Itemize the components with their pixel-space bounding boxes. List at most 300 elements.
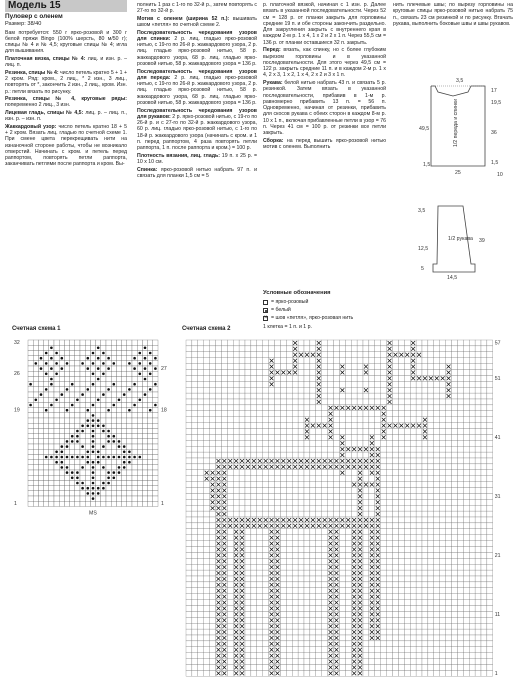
chart2-cell bbox=[298, 364, 304, 370]
chart2-cell bbox=[221, 399, 227, 405]
chart2-cell bbox=[328, 440, 334, 446]
chart2-cell bbox=[481, 511, 487, 517]
chart1-cell bbox=[127, 439, 132, 444]
chart1-cell bbox=[38, 402, 43, 407]
chart2-cell bbox=[422, 611, 428, 617]
chart1-cell bbox=[33, 423, 38, 428]
chart2-cell bbox=[457, 464, 463, 470]
chart2-cell bbox=[204, 558, 210, 564]
chart2-cell bbox=[487, 446, 493, 452]
chart2-cell bbox=[316, 434, 322, 440]
chart1-dot bbox=[154, 404, 157, 407]
chart2-cell bbox=[440, 476, 446, 482]
chart2-cell bbox=[481, 340, 487, 346]
chart2-cell bbox=[369, 370, 375, 376]
chart2-cell bbox=[481, 606, 487, 612]
chart2-cell bbox=[469, 600, 475, 606]
chart2-cell bbox=[245, 499, 251, 505]
chart1-dot bbox=[45, 373, 48, 376]
chart2-cell bbox=[192, 358, 198, 364]
chart2-cell bbox=[328, 452, 334, 458]
chart2-cell bbox=[440, 594, 446, 600]
chart2-cell bbox=[345, 629, 351, 635]
chart1-dot bbox=[87, 456, 90, 459]
chart1-cell bbox=[106, 496, 111, 501]
chart1-cell bbox=[116, 480, 121, 485]
chart2-cell bbox=[446, 582, 452, 588]
chart2-cell bbox=[452, 570, 458, 576]
chart2-cell bbox=[469, 464, 475, 470]
chart2-cell bbox=[428, 405, 434, 411]
chart1-row-number: 26 bbox=[14, 371, 20, 378]
chart1-cell bbox=[148, 434, 153, 439]
chart2-cell bbox=[363, 552, 369, 558]
chart2-cell bbox=[434, 358, 440, 364]
chart2-cell bbox=[263, 346, 269, 352]
chart2-cell bbox=[363, 505, 369, 511]
chart1-cell bbox=[127, 402, 132, 407]
chart2-cell bbox=[269, 488, 275, 494]
chart1-cell bbox=[153, 397, 158, 402]
chart2-cell bbox=[286, 352, 292, 358]
chart2-cell bbox=[422, 493, 428, 499]
chart2-cell bbox=[463, 452, 469, 458]
chart1-title: Счетная схема 1 bbox=[12, 326, 61, 332]
chart1-cell bbox=[75, 382, 80, 387]
chart2-cell bbox=[233, 499, 239, 505]
chart2-cell bbox=[233, 405, 239, 411]
chart2-cell bbox=[210, 464, 216, 470]
chart2-cell bbox=[204, 358, 210, 364]
chart2-cell bbox=[245, 623, 251, 629]
chart2-cell bbox=[446, 517, 452, 523]
chart2-cell bbox=[434, 440, 440, 446]
chart2-cell bbox=[310, 493, 316, 499]
chart1-cell bbox=[153, 475, 158, 480]
dim-17: 17 bbox=[491, 88, 497, 94]
chart2-cell bbox=[316, 576, 322, 582]
chart2-cell bbox=[210, 611, 216, 617]
chart1-dot bbox=[97, 399, 100, 402]
chart1-cell bbox=[132, 486, 137, 491]
chart2-cell bbox=[251, 611, 257, 617]
chart2-cell bbox=[210, 399, 216, 405]
chart2-cell bbox=[339, 635, 345, 641]
chart2-cell bbox=[192, 623, 198, 629]
chart1-cell bbox=[33, 387, 38, 392]
chart2-cell bbox=[345, 606, 351, 612]
chart2-cell bbox=[263, 505, 269, 511]
chart1-cell bbox=[127, 423, 132, 428]
chart1-cell bbox=[44, 470, 49, 475]
chart1-dot bbox=[76, 456, 79, 459]
chart1-cell bbox=[59, 361, 64, 366]
chart2-cell bbox=[410, 606, 416, 612]
chart1-cell bbox=[38, 475, 43, 480]
chart1-cell bbox=[116, 402, 121, 407]
chart2-cell bbox=[263, 653, 269, 659]
chart2-cell bbox=[292, 381, 298, 387]
chart2-cell bbox=[387, 600, 393, 606]
chart2-cell bbox=[292, 611, 298, 617]
chart2-cell bbox=[198, 452, 204, 458]
chart1-cell bbox=[38, 470, 43, 475]
chart2-cell bbox=[310, 511, 316, 517]
chart1-dot bbox=[50, 347, 53, 350]
chart2-cell bbox=[263, 375, 269, 381]
chart2-cell bbox=[422, 358, 428, 364]
chart2-cell bbox=[375, 340, 381, 346]
chart2-cell bbox=[463, 606, 469, 612]
chart2-cell bbox=[186, 464, 192, 470]
chart2-cell bbox=[227, 411, 233, 417]
chart2-cell bbox=[398, 535, 404, 541]
chart2-cell bbox=[275, 476, 281, 482]
chart2-cell bbox=[440, 647, 446, 653]
chart1-dot bbox=[35, 362, 38, 365]
chart1-cell bbox=[33, 454, 38, 459]
chart1-cell bbox=[111, 387, 116, 392]
chart2-cell bbox=[204, 499, 210, 505]
chart2-cell bbox=[457, 417, 463, 423]
chart2-cell bbox=[275, 482, 281, 488]
chart2-cell bbox=[393, 588, 399, 594]
chart1-cell bbox=[28, 434, 33, 439]
chart2-cell bbox=[251, 588, 257, 594]
chart2-cell bbox=[457, 629, 463, 635]
chart2-cell bbox=[298, 375, 304, 381]
chart2-cell bbox=[221, 370, 227, 376]
chart2-cell bbox=[428, 653, 434, 659]
chart2-cell bbox=[469, 470, 475, 476]
chart2-cell bbox=[192, 606, 198, 612]
chart2-cell bbox=[280, 641, 286, 647]
chart1-cell bbox=[59, 428, 64, 433]
chart2-cell bbox=[280, 499, 286, 505]
chart1-cell bbox=[111, 413, 116, 418]
chart1-cell bbox=[75, 465, 80, 470]
chart1-cell bbox=[142, 454, 147, 459]
chart2-cell bbox=[286, 611, 292, 617]
chart2-cell bbox=[263, 429, 269, 435]
chart2-cell bbox=[440, 493, 446, 499]
chart2-cell bbox=[239, 476, 245, 482]
chart2-cell bbox=[457, 653, 463, 659]
chart1-cell bbox=[127, 480, 132, 485]
chart2-cell bbox=[251, 535, 257, 541]
chart2-cell bbox=[469, 405, 475, 411]
chart2-cell bbox=[322, 659, 328, 665]
chart2-cell bbox=[198, 659, 204, 665]
chart1-cell bbox=[44, 480, 49, 485]
chart2-cell bbox=[440, 423, 446, 429]
chart2-cell bbox=[204, 423, 210, 429]
chart2-cell bbox=[304, 488, 310, 494]
chart2-cell bbox=[204, 340, 210, 346]
chart2-cell bbox=[440, 653, 446, 659]
chart2-cell bbox=[404, 434, 410, 440]
chart2-cell bbox=[428, 387, 434, 393]
chart1-cell bbox=[122, 350, 127, 355]
chart2-cell bbox=[446, 617, 452, 623]
chart2-cell bbox=[286, 499, 292, 505]
chart1-cell bbox=[59, 376, 64, 381]
chart2-cell bbox=[416, 417, 422, 423]
chart2-cell bbox=[292, 659, 298, 665]
chart1-dot bbox=[128, 461, 131, 464]
chart1-cell bbox=[75, 460, 80, 465]
chart2-cell bbox=[227, 393, 233, 399]
chart2-cell bbox=[304, 606, 310, 612]
chart1-dot bbox=[87, 388, 90, 391]
chart1-cell bbox=[142, 387, 147, 392]
chart2-cell bbox=[393, 517, 399, 523]
chart1-dot bbox=[45, 388, 48, 391]
chart2-cell bbox=[280, 647, 286, 653]
chart2-cell bbox=[393, 600, 399, 606]
chart2-cell bbox=[404, 470, 410, 476]
chart2-cell bbox=[457, 499, 463, 505]
chart2-cell bbox=[304, 547, 310, 553]
chart2-cell bbox=[310, 358, 316, 364]
chart1-cell bbox=[49, 408, 54, 413]
chart2-cell bbox=[446, 405, 452, 411]
chart2-cell bbox=[469, 635, 475, 641]
chart2-cell bbox=[204, 570, 210, 576]
chart2-cell bbox=[428, 434, 434, 440]
chart2-cell bbox=[304, 470, 310, 476]
chart2-cell bbox=[457, 476, 463, 482]
chart2-cell bbox=[481, 523, 487, 529]
chart1-cell bbox=[111, 428, 116, 433]
chart1-cell bbox=[127, 376, 132, 381]
chart2-cell bbox=[257, 370, 263, 376]
chart2-cell bbox=[316, 499, 322, 505]
chart2-cell bbox=[257, 346, 263, 352]
chart2-cell bbox=[416, 594, 422, 600]
chart1-dot bbox=[92, 445, 95, 448]
chart2-cell bbox=[275, 434, 281, 440]
chart1-cell bbox=[33, 345, 38, 350]
model-title: Модель 15 bbox=[8, 0, 61, 11]
chart2-cell bbox=[204, 399, 210, 405]
chart2-cell bbox=[363, 635, 369, 641]
chart1-cell bbox=[49, 340, 54, 345]
chart1-cell bbox=[153, 449, 158, 454]
chart2-cell bbox=[227, 470, 233, 476]
chart1-cell bbox=[85, 439, 90, 444]
chart2-cell bbox=[198, 446, 204, 452]
chart2-cell bbox=[239, 446, 245, 452]
chart1-dot bbox=[118, 440, 121, 443]
chart1-cell bbox=[142, 361, 147, 366]
chart1-dot bbox=[71, 404, 74, 407]
chart2-cell bbox=[186, 529, 192, 535]
chart2-cell bbox=[457, 541, 463, 547]
chart1-cell bbox=[33, 376, 38, 381]
chart2-cell bbox=[345, 399, 351, 405]
chart1-cell bbox=[137, 387, 142, 392]
chart2-cell bbox=[345, 505, 351, 511]
chart1-cell bbox=[116, 434, 121, 439]
chart1-cell bbox=[101, 491, 106, 496]
chart1-cell bbox=[111, 371, 116, 376]
chart2-cell bbox=[452, 429, 458, 435]
chart1-dot bbox=[139, 399, 142, 402]
chart2-cell bbox=[428, 517, 434, 523]
chart2-cell bbox=[233, 393, 239, 399]
chart2-cell bbox=[440, 547, 446, 553]
chart2-cell bbox=[204, 641, 210, 647]
chart1-cell bbox=[127, 501, 132, 506]
chart2-cell bbox=[322, 505, 328, 511]
chart2-cell bbox=[357, 434, 363, 440]
chart2-cell bbox=[369, 381, 375, 387]
chart1-cell bbox=[106, 413, 111, 418]
chart2-cell bbox=[469, 558, 475, 564]
chart2-cell bbox=[428, 381, 434, 387]
col2-paragraph: Последовательность чередования узоров для рукавов: 2 р. ярко-розовой нитью, с 19-го по 26-й р. и с 27-го по 32-й р. жаккардового узора, 60 р. лиц. гладью ярко-розовой нитью, с 1-го по 18-й р. жаккардового узора (начинать с кром. и 1 п. перед раппортом, 4 раза повторять петли раппорта, 1 п. после раппорта и кром.) = 100 р. bbox=[137, 107, 258, 152]
chart2-cell bbox=[463, 600, 469, 606]
chart2-cell bbox=[304, 541, 310, 547]
chart2-cell bbox=[481, 381, 487, 387]
chart2-cell bbox=[452, 464, 458, 470]
chart2-cell bbox=[475, 611, 481, 617]
chart1-cell bbox=[70, 496, 75, 501]
chart1-cell bbox=[153, 413, 158, 418]
chart2-cell bbox=[322, 541, 328, 547]
chart1-cell bbox=[38, 418, 43, 423]
chart2-cell bbox=[227, 611, 233, 617]
chart2-cell bbox=[481, 611, 487, 617]
chart1-cell bbox=[132, 340, 137, 345]
chart2-cell bbox=[393, 340, 399, 346]
column-4 bbox=[393, 2, 513, 28]
chart1-cell bbox=[101, 382, 106, 387]
chart2-cell bbox=[328, 352, 334, 358]
chart2-cell bbox=[257, 499, 263, 505]
chart2-cell bbox=[363, 653, 369, 659]
chart1-dot bbox=[113, 471, 116, 474]
chart2-cell bbox=[381, 458, 387, 464]
chart1-cell bbox=[75, 356, 80, 361]
chart2-cell bbox=[422, 387, 428, 393]
chart2-cell bbox=[404, 399, 410, 405]
chart2-cell bbox=[387, 523, 393, 529]
chart2-cell bbox=[221, 446, 227, 452]
chart2-cell bbox=[452, 370, 458, 376]
chart2-cell bbox=[280, 429, 286, 435]
chart2-cell bbox=[263, 617, 269, 623]
chart2-cell bbox=[410, 488, 416, 494]
chart2-cell bbox=[452, 600, 458, 606]
chart2-cell bbox=[280, 387, 286, 393]
chart2-cell bbox=[363, 434, 369, 440]
chart1-cell bbox=[137, 434, 142, 439]
chart2-cell bbox=[286, 493, 292, 499]
chart2-cell bbox=[186, 452, 192, 458]
chart2-cell bbox=[404, 529, 410, 535]
chart2-cell bbox=[404, 405, 410, 411]
chart2-cell bbox=[198, 541, 204, 547]
chart1-cell bbox=[44, 402, 49, 407]
chart2-cell bbox=[257, 635, 263, 641]
chart2-cell bbox=[422, 541, 428, 547]
chart2-cell bbox=[410, 594, 416, 600]
chart2-cell bbox=[440, 452, 446, 458]
chart2-cell bbox=[487, 635, 493, 641]
chart2-cell bbox=[186, 346, 192, 352]
chart1-dot bbox=[92, 451, 95, 454]
chart2-cell bbox=[269, 511, 275, 517]
chart2-cell bbox=[245, 476, 251, 482]
chart2-cell bbox=[387, 511, 393, 517]
chart2-cell bbox=[416, 488, 422, 494]
chart2-cell bbox=[269, 352, 275, 358]
chart2-cell bbox=[192, 364, 198, 370]
chart2-cell bbox=[410, 499, 416, 505]
chart2-cell bbox=[369, 364, 375, 370]
chart2-cell bbox=[292, 552, 298, 558]
chart1-cell bbox=[153, 418, 158, 423]
chart2-cell bbox=[298, 617, 304, 623]
chart2-cell bbox=[404, 488, 410, 494]
dim-3-5: 3,5 bbox=[456, 78, 464, 84]
chart2-cell bbox=[357, 352, 363, 358]
chart2-cell bbox=[475, 340, 481, 346]
chart1-cell bbox=[148, 376, 153, 381]
chart1-dot bbox=[71, 435, 74, 438]
chart2-cell bbox=[387, 653, 393, 659]
chart1-cell bbox=[70, 449, 75, 454]
chart1-cell bbox=[64, 423, 69, 428]
chart1-cell bbox=[44, 418, 49, 423]
chart2-cell bbox=[304, 482, 310, 488]
chart2-cell bbox=[216, 417, 222, 423]
chart1-cell bbox=[137, 356, 142, 361]
chart2-cell bbox=[263, 647, 269, 653]
chart2-cell bbox=[387, 482, 393, 488]
chart2-cell bbox=[227, 505, 233, 511]
chart1-dot bbox=[113, 383, 116, 386]
chart2-cell bbox=[310, 411, 316, 417]
chart2-cell bbox=[286, 346, 292, 352]
chart1-cell bbox=[96, 470, 101, 475]
chart1-cell bbox=[148, 480, 153, 485]
chart2-cell bbox=[463, 393, 469, 399]
chart2-cell bbox=[404, 582, 410, 588]
chart2-cell bbox=[416, 558, 422, 564]
chart1-cell bbox=[101, 345, 106, 350]
chart2-cell bbox=[487, 641, 493, 647]
chart2-cell bbox=[245, 588, 251, 594]
chart2-cell bbox=[475, 505, 481, 511]
chart2-cell bbox=[345, 653, 351, 659]
chart2-cell bbox=[257, 582, 263, 588]
chart2-cell bbox=[434, 482, 440, 488]
chart2-cell bbox=[345, 535, 351, 541]
chart1-dot bbox=[45, 352, 48, 355]
chart2-cell bbox=[186, 653, 192, 659]
chart2-cell bbox=[328, 364, 334, 370]
chart1-cell bbox=[127, 418, 132, 423]
chart1-cell bbox=[64, 486, 69, 491]
chart2-cell bbox=[481, 635, 487, 641]
chart2-cell bbox=[416, 635, 422, 641]
chart2-cell bbox=[251, 423, 257, 429]
chart2-cell bbox=[198, 476, 204, 482]
chart1-cell bbox=[54, 366, 59, 371]
